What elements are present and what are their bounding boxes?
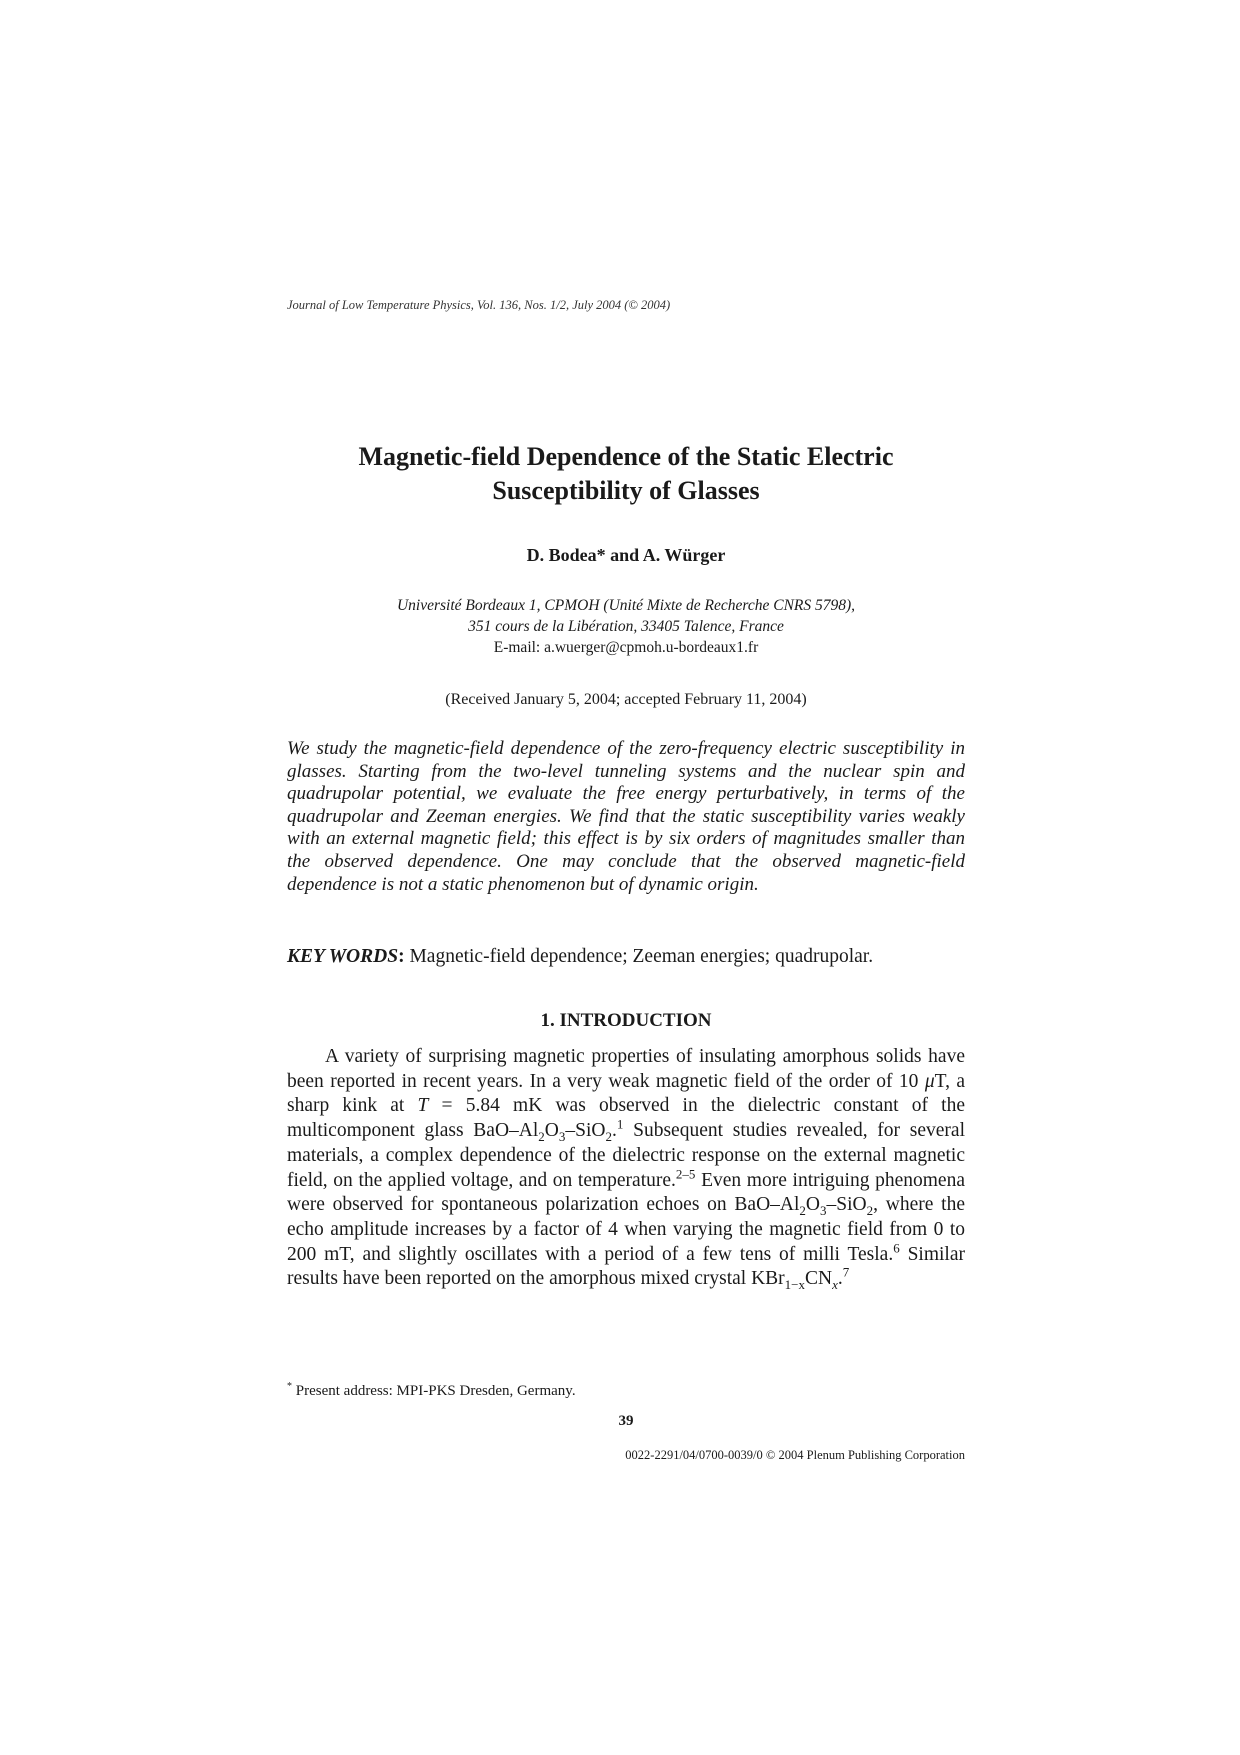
keywords-label: KEY WORDS [287, 946, 399, 967]
keywords [287, 946, 965, 968]
text-run: . [612, 1120, 617, 1142]
reference-superscript: 1 [616, 1116, 624, 1132]
text-run: O [544, 1120, 559, 1142]
running-head: Journal of Low Temperature Physics, Vol. 136, Nos. 1/2, July 2004 (© 2004) [287, 298, 671, 312]
affiliation [287, 595, 965, 658]
subscript: 3 [820, 1203, 827, 1219]
text-run: O [805, 1194, 821, 1216]
section-heading: 1. INTRODUCTION [540, 1010, 712, 1031]
text-run: –SiO [565, 1120, 606, 1142]
text-run: Similar results have been reported on the amorphous mixed crystal KBr [287, 1243, 965, 1290]
affiliation-line-2: 351 cours de la Libération, 33405 Talence, France [468, 618, 784, 635]
text-run: CN [805, 1268, 833, 1290]
keywords-colon: : [398, 946, 405, 967]
subscript: 2 [866, 1203, 874, 1219]
text-run: –SiO [826, 1194, 867, 1216]
received-dates: (Received January 5, 2004; accepted February 11, 2004) [445, 691, 807, 708]
subscript: x [832, 1277, 838, 1293]
paper-title [287, 440, 965, 508]
title-line-1: Magnetic-field Dependence of the Static Electric [358, 442, 894, 471]
text-run: A variety of surprising magnetic properties of insulating amorphous solids have been reported in recent years. In a very weak magnetic field of the order of 10 [287, 1046, 965, 1092]
footnote-mark: * [287, 1381, 292, 1392]
page-number: 39 [618, 1413, 634, 1429]
subscript: 2 [605, 1129, 612, 1144]
symbol-t: T [417, 1095, 429, 1117]
subscript: 2 [799, 1203, 806, 1219]
text-run: Even more intriguing phenomena were observed for spontaneous polarization echoes on BaO–Al [287, 1169, 965, 1216]
symbol-mu: μ [924, 1070, 935, 1092]
text-run: , where the echo amplitude increases by a factor of 4 when varying the magnetic field from 0 to 200 mT, and slightly oscillates with a period of a few tens of milli Tesla. [287, 1194, 965, 1265]
reference-superscript: 2–5 [675, 1166, 696, 1182]
affiliation-line-1: Université Bordeaux 1, CPMOH (Unité Mixte de Recherche CNRS 5798), [396, 597, 856, 614]
subscript: 2 [538, 1129, 545, 1144]
copyright-line: 0022-2291/04/0700-0039/0 © 2004 Plenum Publishing Corporation [625, 1448, 965, 1462]
subscript: 1−x [784, 1277, 805, 1293]
title-line-2: Susceptibility of Glasses [492, 476, 760, 505]
subscript: 3 [558, 1129, 566, 1144]
text-run: = 5.84 mK was observed in the dielectric constant of the multicomponent glass BaO–Al [287, 1095, 965, 1142]
reference-superscript: 6 [893, 1240, 900, 1256]
authors: D. Bodea* and A. Würger [526, 545, 726, 565]
text-run: Subsequent studies revealed, for several materials, a complex dependence of the dielectric response on the external magnetic field, on the applied voltage, and on temperature. [287, 1120, 965, 1191]
footnote [287, 1381, 576, 1400]
intro-paragraph [287, 1045, 965, 1292]
abstract: We study the magnetic-field dependence of the zero-frequency electric susceptibility in glasses. Starting from the two-level tunneling systems and the nuclear spin and quadrupolar potential, we evaluate the free energy perturbatively, in terms of the quadrupolar and Zeeman energies. We find that the static susceptibility varies weakly with an external magnetic field; this effect is by six orders of magnitudes smaller than the observed dependence. One may conclude that the observed magnetic-field dependence is not a static phenomenon but of dynamic origin. [287, 738, 965, 895]
reference-superscript: 7 [842, 1264, 850, 1280]
footnote-text: Present address: MPI-PKS Dresden, Germany. [292, 1383, 576, 1399]
email: E-mail: a.wuerger@cpmoh.u-bordeaux1.fr [493, 639, 759, 656]
keywords-text: Magnetic-field dependence; Zeeman energies; quadrupolar. [404, 946, 874, 967]
text-run: . [837, 1268, 843, 1290]
text-run: T, a sharp kink at [287, 1070, 966, 1117]
